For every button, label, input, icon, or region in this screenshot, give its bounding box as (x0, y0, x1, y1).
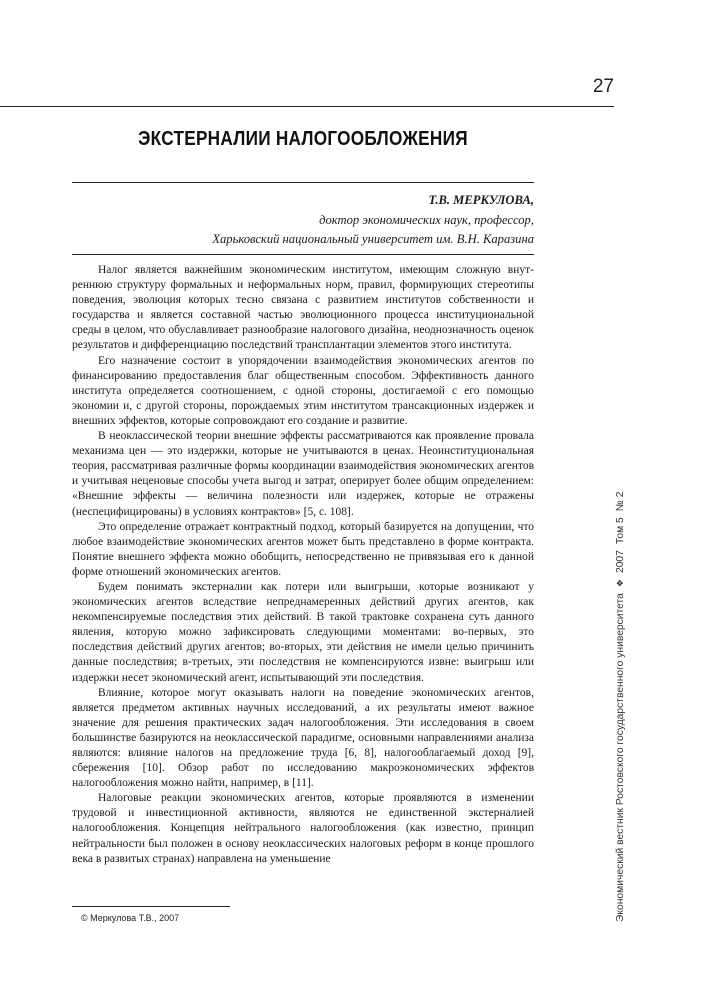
article-title: ЭКСТЕРНАЛИИ НАЛОГООБЛОЖЕНИЯ (138, 128, 468, 150)
paragraph: Будем понимать экстерналии как потери или выигрыши, которые возникают у экономических агентов вследствие непреднамеренных действий других агентов, как некомпенсируемые последствия этих действий. В такой трактовке сохранена суть данного явления, которую можно зафиксировать следующими моментами: во-первых, это последствия действий других агентов; во-вторых, эти действия не имели целью причинить данные последствия; в-третьих, эти последствия не компенсируются извне: выигрыш или издержки несет экономический агент, испытывающий эти последствия. (72, 580, 534, 684)
journal-name: Экономический вестник Ростовского государственного университета (614, 593, 626, 922)
author-affiliation: Харьковский национальный университет им. В.Н. Каразина (212, 232, 534, 246)
journal-issue: № 2 (614, 491, 626, 512)
header-rule (0, 106, 614, 107)
paragraph: Влияние, которое могут оказывать налоги на поведение экономических агентов, является предметом активных научных исследований, а их результаты имеют важное значение для решения практических задач налогообложения. Эти исследования в своем большинстве базируются на неоклассической парадигме, основными направлениями анализа являются: влияние налогов на предложение труда [6, 8], налогооблагаемый доход [9], сбережения [10]. Обзор работ по исследованию макроэкономических эффектов налогообложения можно найти, например, в [11]. (72, 686, 534, 790)
paragraph: Налоговые реакции экономических агентов, которые проявляются в изменении трудовой и инвестиционной активности, являются не единственной экстерналией налогообложения. Концепция нейтрального налогообложения (как известно, принцип нейтральности был положен в основу неоклассических налоговых реформ в конце прошлого века в развитых странах) направлена на уменьшение (72, 792, 534, 865)
footnote-rule (72, 906, 230, 907)
paragraph: Его назначение состоит в упорядочении взаимодействия экономических агентов по финансированию предоставления благ общественным способом. Эффективность данного института определяется соотношением, с одной стороны, достигаемой с его помощью экономии и, с другой стороны, порождаемых этим институтом трансакционных издержек и внешних эффектов, которые сопровождают его создание и развитие. (72, 354, 534, 427)
title-rule (72, 182, 534, 183)
diamond-icon: ❖ (614, 579, 625, 588)
paragraph: Налог является важнейшим экономическим институтом, имеющим сложную внутреннюю структуру формальных и неформальных норм, правил, формирующих стереотипы поведения, эволюция которых тесно связана с развитием институтов собственности и государства и является составной частью эволюционного процесса институциональной среды в целом, что обуславливает разнообразие налогового дизайна, неоднозначность оценок результатов и дифференциацию последствий трансплантации элементов этого института. (72, 264, 534, 352)
page-number: 27 (592, 76, 614, 97)
journal-volume: Том 5 (614, 517, 626, 545)
paragraph: Это определение отражает контрактный подход, который базируется на допущении, что любое взаимодействие экономических агентов может быть представлено в форме контракта. Понятие внешнего эффекта можно обобщить, непосредственно не привязывая его к данной форме отношений экономических агентов. (72, 520, 534, 578)
author-rule (72, 254, 534, 255)
paragraph: В неоклассической теории внешние эффекты рассматриваются как проявление провала механизма цен — это издержки, которые не учитываются в ценах. Неоинституциональная теория, рассматривая различные формы координации взаимодействия экономических агентов и учитывая неценовые способы учета выгод и затрат, оперирует более общим определением: «Внешние эффекты — величина полезности или издержек, которые не отражены (неспецифицированы) в условиях контрактов» [5, с. 108]. (72, 430, 534, 518)
copyright-footnote: © Меркулова Т.В., 2007 (81, 913, 180, 923)
author-name: Т.В. МЕРКУЛОВА, (428, 193, 534, 207)
author-position: доктор экономических наук, профессор, (319, 213, 534, 227)
journal-sidebar (611, 442, 629, 922)
article-body (72, 263, 534, 867)
journal-year: 2007 (614, 550, 626, 574)
